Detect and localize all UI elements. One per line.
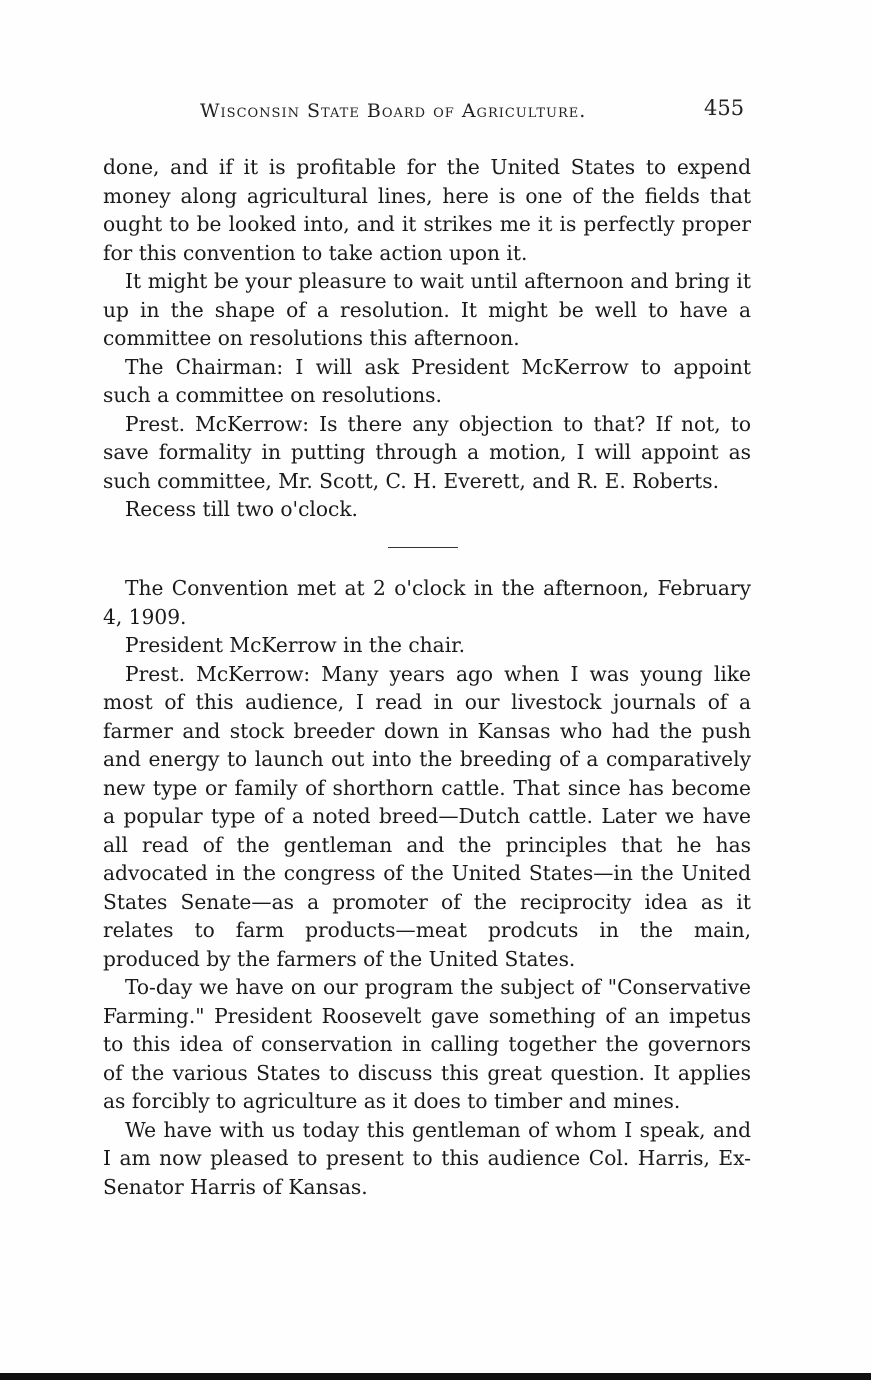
paragraph: The Convention met at 2 o'clock in the afternoon, February 4, 1909. (103, 576, 751, 629)
paragraph: Prest. McKerrow: Is there any objection to that? If not, to save formality in putting through a motion, I will appoint as such committee, Mr. Scott, C. H. Everett, and R. E. Roberts. (103, 411, 751, 493)
paragraph: Recess till two o'clock. (125, 497, 358, 521)
paragraph: To-day we have on our program the subject of "Conservative Farming." President Roosevelt gave something of an impetus to this idea of conservation in calling together the governors of the various States to discuss this great question. It applies as forcibly to agriculture as it does to timber and mines. (103, 975, 751, 1113)
afternoon-session-text (103, 574, 751, 1201)
paragraph: We have with us today this gentleman of whom I speak, and I am now pleased to present to this audience Col. Harris, Ex-Senator Harris of Kansas. (103, 1117, 751, 1199)
section-separator-rule (388, 547, 458, 549)
running-header-title: Wisconsin State Board of Agriculture. (200, 100, 587, 122)
paragraph: The Chairman: I will ask President McKerrow to appoint such a committee on resolutions. (103, 354, 751, 407)
page-number: 455 (704, 96, 745, 120)
paragraph: Prest. McKerrow: Many years ago when I was young like most of this audience, I read in our livestock journals of a farmer and stock breeder down in Kansas who had the push and energy to launch out into the breeding of a comparatively new type or family of shorthorn cattle. That since has become a popular type of a noted breed—Dutch cattle. Later we have all read of the gentleman and the principles that he has advocated in the congress of the United States—in the United States Senate—as a promoter of the reciprocity idea as it relates to farm products—meat prodcuts in the main, produced by the farmers of the United States. (103, 661, 751, 971)
scan-bottom-edge (0, 1373, 871, 1380)
paragraph: It might be your pleasure to wait until afternoon and bring it up in the shape of a resolution. It might be well to have a committee on resolutions this afternoon. (103, 269, 751, 350)
paragraph: done, and if it is profitable for the United States to expend money along agricultural lines, here is one of the fields that ought to be looked into, and it strikes me it is perfectly proper for this convention to take action upon it. (103, 155, 751, 265)
morning-session-text (103, 153, 751, 524)
paragraph: President McKerrow in the chair. (125, 633, 466, 657)
